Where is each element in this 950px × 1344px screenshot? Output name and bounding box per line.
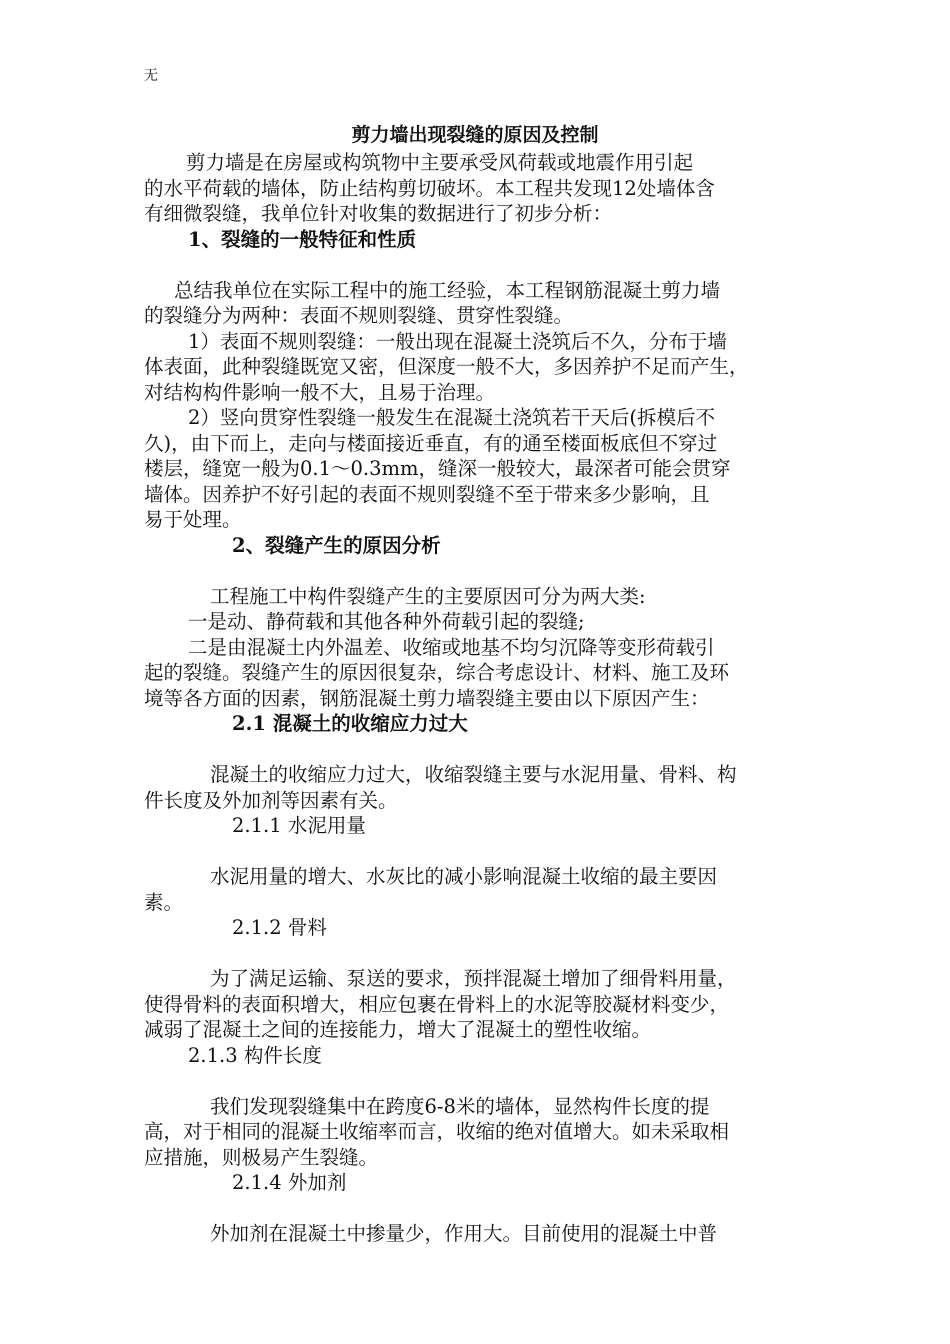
body-line: 水泥用量的增大、水灰比的减小影响混凝土收缩的最主要因 bbox=[210, 865, 718, 888]
body-line: 墙体。因养护不好引起的表面不规则裂缝不至于带来多少影响，且 bbox=[144, 482, 710, 506]
body-line: 总结我单位在实际工程中的施工经验，本工程钢筋混凝土剪力墙 bbox=[174, 278, 721, 302]
body-line: 体表面，此种裂缝既宽又密，但深度一般不大，多因养护不足而产生， bbox=[144, 355, 749, 378]
body-line: 2）竖向贯穿性裂缝一般发生在混凝土浇筑若干天后(拆模后不 bbox=[188, 406, 716, 429]
body-line: 的裂缝分为两种：表面不规则裂缝、贯穿性裂缝。 bbox=[144, 304, 574, 327]
body-line: 为了满足运输、泵送的要求，预拌混凝土增加了细骨料用量， bbox=[210, 967, 737, 990]
body-line: 2.1.4 外加剂 bbox=[232, 1171, 347, 1194]
body-line: 应措施，则极易产生裂缝。 bbox=[144, 1145, 379, 1169]
body-line: 有细微裂缝，我单位针对收集的数据进行了初步分析： bbox=[144, 202, 613, 225]
body-line: 易于处理。 bbox=[144, 508, 242, 531]
header-note: 无 bbox=[144, 68, 158, 84]
body-line: 件长度及外加剂等因素有关。 bbox=[144, 788, 398, 812]
section-heading: 2、裂缝产生的原因分析 bbox=[232, 533, 441, 557]
body-line: 我们发现裂缝集中在跨度6-8米的墙体，显然构件长度的提 bbox=[210, 1094, 710, 1118]
body-line: 1）表面不规则裂缝：一般出现在混凝土浇筑后不久，分布于墙 bbox=[188, 329, 727, 353]
body-line: 2.1.1 水泥用量 bbox=[232, 814, 366, 837]
body-line: 对结构构件影响一般不大，且易于治理。 bbox=[144, 380, 496, 404]
body-line: 境等各方面的因素，钢筋混凝土剪力墙裂缝主要由以下原因产生： bbox=[144, 686, 710, 710]
body-line: 楼层，缝宽一般为0.1～0.3mm，缝深一般较大，最深者可能会贯穿 bbox=[144, 457, 731, 480]
body-line: 久)，由下而上，走向与楼面接近垂直，有的通至楼面板底但不穿过 bbox=[144, 431, 718, 455]
body-line: 外加剂在混凝土中掺量少，作用大。目前使用的混凝土中普 bbox=[210, 1222, 718, 1245]
body-line: 的水平荷载的墙体，防止结构剪切破坏。本工程共发现12处墙体含 bbox=[144, 176, 715, 200]
body-line: 剪力墙是在房屋或构筑物中主要承受风荷载或地震作用引起 bbox=[186, 151, 694, 174]
section-heading: 2.1 混凝土的收缩应力过大 bbox=[232, 712, 468, 735]
body-line: 使得骨料的表面积增大，相应包裹在骨料上的水泥等胶凝材料变少， bbox=[144, 992, 730, 1016]
body-line: 起的裂缝。裂缝产生的原因很复杂，综合考虑设计、材料、施工及环 bbox=[144, 661, 730, 684]
section-heading: 1、裂缝的一般特征和性质 bbox=[188, 227, 417, 251]
body-line: 工程施工中构件裂缝产生的主要原因可分为两大类: bbox=[210, 584, 646, 608]
body-line: 一是动、静荷载和其他各种外荷载引起的裂缝; bbox=[188, 610, 585, 633]
body-line: 素。 bbox=[144, 890, 184, 914]
document-title: 剪力墙出现裂缝的原因及控制 bbox=[351, 124, 599, 146]
body-line: 2.1.2 骨料 bbox=[232, 916, 327, 939]
body-line: 二是由混凝土内外温差、收缩或地基不均匀沉降等变形荷载引 bbox=[188, 635, 715, 659]
body-line: 减弱了混凝土之间的连接能力，增大了混凝土的塑性收缩。 bbox=[144, 1018, 652, 1041]
body-line: 2.1.3 构件长度 bbox=[188, 1043, 322, 1067]
body-line: 混凝土的收缩应力过大，收缩裂缝主要与水泥用量、骨料、构 bbox=[210, 763, 737, 786]
body-line: 高，对于相同的混凝土收缩率而言，收缩的绝对值增大。如未采取相 bbox=[144, 1120, 730, 1143]
